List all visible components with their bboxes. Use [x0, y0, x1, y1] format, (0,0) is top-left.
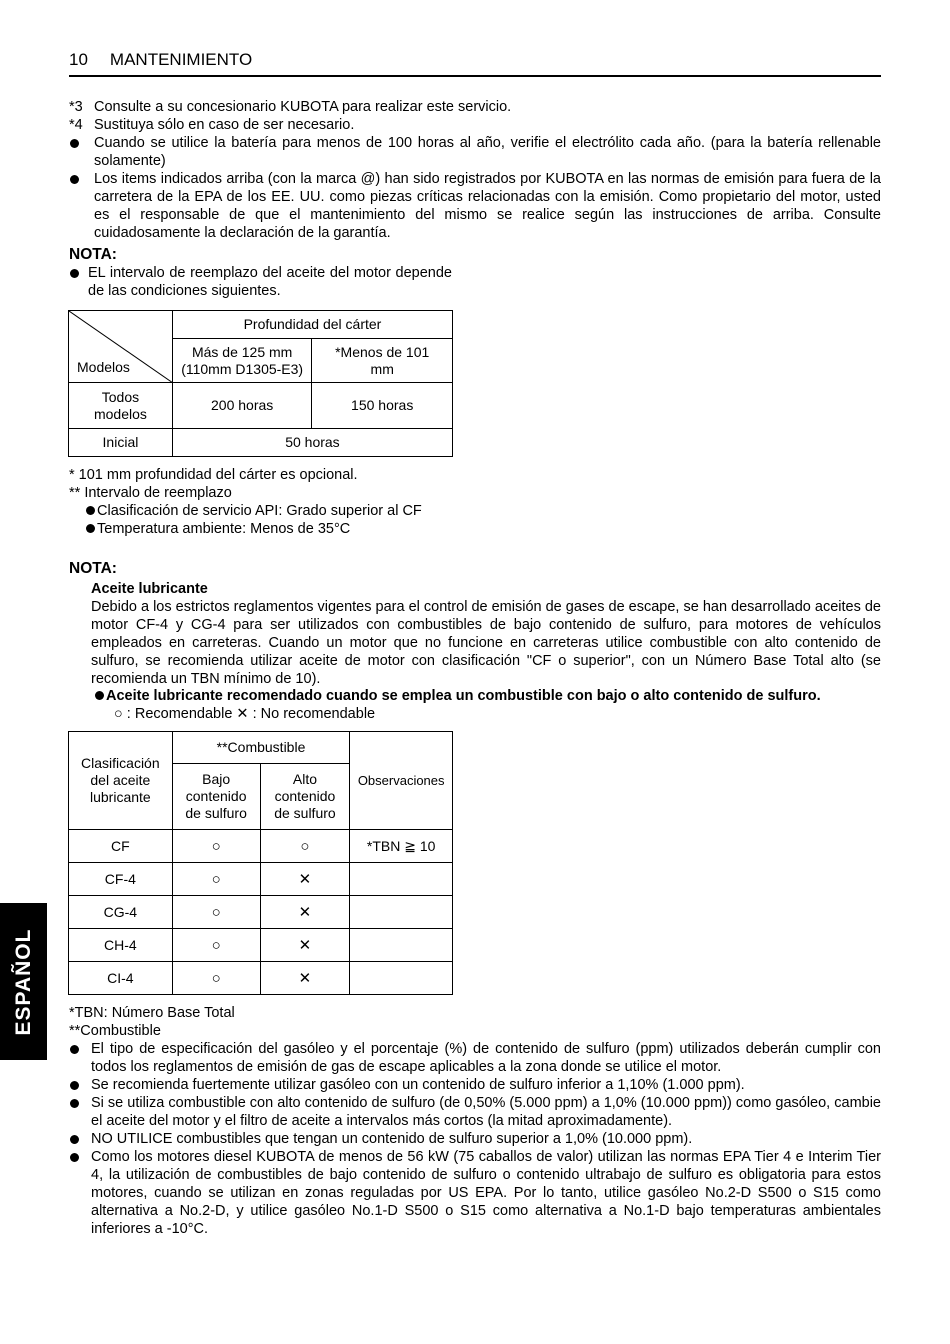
bullet-dot [86, 506, 95, 515]
language-tab [0, 903, 47, 1060]
section-title: MANTENIMIENTO [109, 50, 253, 69]
bullet-dot [70, 1099, 79, 1108]
bullet-dot [86, 524, 95, 533]
fuel-spec-bullet: El tipo de especificación del gasóleo y el porcentaje (%) de contenido de sulfuro (ppm) utilizados deberán cumplir con todos los reglamentos de emisión de gas de escape aplicables a la zona donde se utilice el motor. [91, 1041, 881, 1075]
high-sulfur-bullet: Si se utiliza combustible con alto contenido de sulfuro (de 0,50% (5.000 ppm) a 1,0% (10.000 ppm)) como gasóleo, cambie el aceite del motor y el filtro de aceite a intervalos más cortos (la mitad aproximadamente). [91, 1095, 881, 1129]
oil-class: CF-4 [69, 863, 173, 896]
nota-heading-1: NOTA: [69, 246, 117, 263]
oil-class: CI-4 [69, 962, 173, 995]
low-sulfur-mark: ○ [172, 863, 260, 896]
oil-class: CG-4 [69, 896, 173, 929]
observation [350, 863, 453, 896]
high-sulfur-mark: ✕ [260, 962, 350, 995]
bullet-dot [70, 139, 79, 148]
observation [350, 896, 453, 929]
cell-50-hours: 50 horas [172, 429, 452, 457]
observation [350, 929, 453, 962]
cell-150-hours: 150 horas [312, 383, 453, 429]
col-oil-classification: Clasificación del aceite lubricante [69, 732, 173, 830]
note-text-3: Consulte a su concesionario KUBOTA para realizar este servicio. [94, 99, 512, 115]
col-under-101mm: *Menos de 101 mm [312, 339, 453, 383]
depth-footnote: * 101 mm profundidad del cárter es opcional. [69, 467, 358, 483]
table-row [69, 830, 453, 863]
bullet-dot [70, 175, 79, 184]
note-marker-3: *3 [69, 99, 83, 115]
epa-tier4-bullet: Como los motores diesel KUBOTA de menos de 56 kW (75 caballos de valor) utilizan las normas EPA Tier 4 e Interim Tier 4, la utilización de combustibles de bajo contenido de sulfuro o contenido ultrabajo de sulfuro es obligatoria para estos motores, cuando se utilizan en zonas reguladas por US EPA. Por lo tanto, utilice gasóleo No.2-D S500 o S15 como alternativa a No.2-D, y utilice gasóleo No.1-D S500 o S15 como alternativa a No.1-D bajo temperaturas ambientales inferiores a -10°C. [91, 1149, 881, 1237]
oil-class: CF [69, 830, 173, 863]
table-row [69, 962, 453, 995]
high-sulfur-mark: ✕ [260, 929, 350, 962]
fuel-footnote: **Combustible [69, 1023, 161, 1039]
diagonal-line [69, 311, 173, 383]
low-sulfur-bullet: Se recomienda fuertemente utilizar gasóleo con un contenido de sulfuro inferior a 1,10% (1.000 ppm). [91, 1077, 745, 1093]
table-row [69, 896, 453, 929]
col-low-sulfur: Bajo contenido de sulfuro [172, 764, 260, 830]
page-header [69, 50, 252, 70]
recommended-oil-heading: Aceite lubricante recomendado cuando se emplea un combustible con bajo o alto contenido de sulfuro. [106, 688, 821, 704]
oil-interval-table [68, 310, 453, 457]
symbol-legend: ○ : Recomendable ✕ : No recomendable [114, 706, 376, 722]
bullet-dot [95, 691, 104, 700]
lubricant-subtitle: Aceite lubricante [91, 581, 208, 597]
bullet-dot [70, 1045, 79, 1054]
interval-footnote: ** Intervalo de reemplazo [69, 485, 232, 501]
high-sulfur-mark: ✕ [260, 863, 350, 896]
bullet-dot [70, 1135, 79, 1144]
low-sulfur-mark: ○ [172, 896, 260, 929]
bullet-dot [70, 269, 79, 278]
note-marker-4: *4 [69, 117, 83, 133]
corner-cell [69, 311, 173, 383]
nota1-bullet: EL intervalo de reemplazo del aceite del motor depende de las condiciones siguientes. [88, 265, 452, 299]
observation: *TBN ≧ 10 [350, 830, 453, 863]
ambient-temperature: Temperatura ambiente: Menos de 35°C [97, 521, 351, 537]
bullet-dot [70, 1081, 79, 1090]
lubricant-paragraph: Debido a los estrictos reglamentos vigentes para el control de emisión de gases de escape, se han desarrollado aceites de motor CF-4 y CG-4 para ser utilizados con combustibles de bajo contenido de sulfuro, para motores de vehículos empleados en carreteras. Cuando un motor que no funcione en carreteras utilice combustible con alto contenido de sulfuro, se recomienda utilizar aceite de motor con clasificación "CF o superior", con un Número Base Total alto (se recomienda un TBN mínimo de 10). [91, 599, 881, 687]
low-sulfur-mark: ○ [172, 830, 260, 863]
models-label: Modelos [77, 359, 130, 375]
tbn-footnote: *TBN: Número Base Total [69, 1005, 235, 1021]
col-high-sulfur: Alto contenido de sulfuro [260, 764, 350, 830]
api-service-class: Clasificación de servicio API: Grado superior al CF [97, 503, 422, 519]
high-sulfur-mark: ✕ [260, 896, 350, 929]
table-row [69, 863, 453, 896]
bullet-emission-parts: Los items indicados arriba (con la marca @) han sido registrados por KUBOTA en las normas de emisión para fuera de la carretera de la EPA de los EE. UU. como piezas críticas relacionadas con la emisión. Como propietario del motor, usted es el responsable de que el mantenimiento del mismo se realice según las instrucciones de arriba. Consulte cuidadosamente la declaración de la garantía. [94, 171, 881, 241]
table-row [69, 929, 453, 962]
col-over-125mm: Más de 125 mm (110mm D1305-E3) [172, 339, 311, 383]
oil-fuel-table [68, 731, 453, 995]
header-rule [69, 75, 881, 77]
low-sulfur-mark: ○ [172, 962, 260, 995]
fuel-header: **Combustible [172, 732, 350, 764]
do-not-use-bullet: NO UTILICE combustibles que tengan un contenido de sulfuro superior a 1,0% (10.000 ppm). [91, 1131, 693, 1147]
row-label-all-models: Todos modelos [69, 383, 173, 429]
bullet-dot [70, 1153, 79, 1162]
high-sulfur-mark: ○ [260, 830, 350, 863]
note-text-4: Sustituya sólo en caso de ser necesario. [94, 117, 355, 133]
col-observations: Observaciones [350, 732, 453, 830]
cell-200-hours: 200 horas [172, 383, 311, 429]
page-number: 10 [69, 50, 88, 69]
low-sulfur-mark: ○ [172, 929, 260, 962]
bullet-battery: Cuando se utilice la batería para menos de 100 horas al año, verifie el electrólito cada año. (para la batería rellenable solamente) [94, 135, 881, 169]
observation [350, 962, 453, 995]
oil-class: CH-4 [69, 929, 173, 962]
crankcase-depth-header: Profundidad del cárter [172, 311, 452, 339]
nota-heading-2: NOTA: [69, 560, 117, 577]
language-tab-label: ESPAÑOL [11, 928, 35, 1035]
row-label-initial: Inicial [69, 429, 173, 457]
